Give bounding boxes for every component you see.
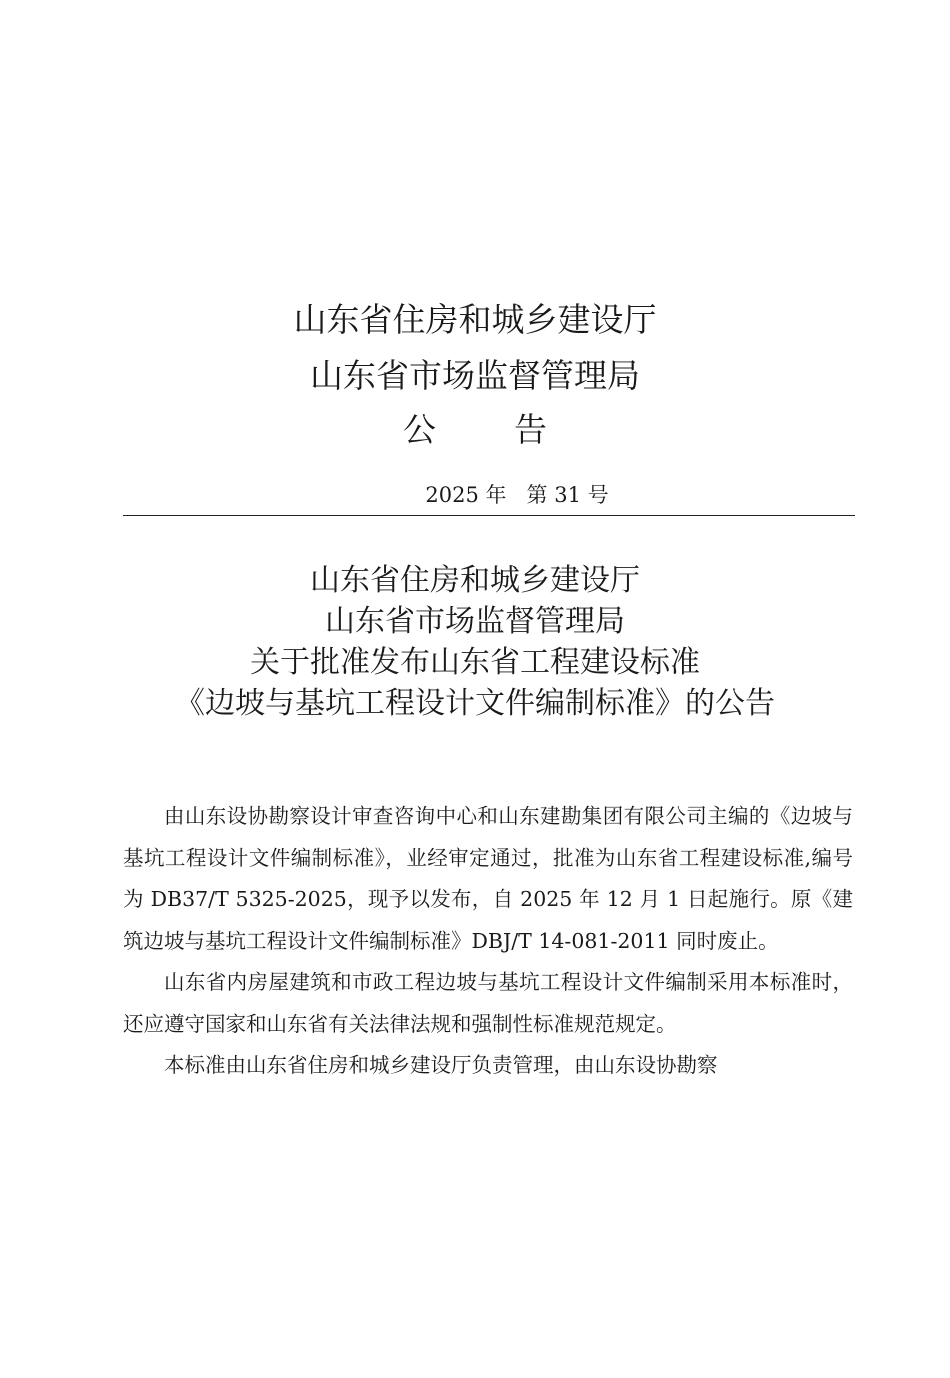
header-divider [123, 515, 855, 516]
issuer-name-market-supervision: 山东省市场监督管理局 [310, 356, 640, 395]
announcement-title [0, 560, 950, 724]
announcement-label [0, 404, 950, 456]
body-paragraph-3: 本标准由山东省住房和城乡建设厅负责管理，由山东设协勘察 [164, 1053, 718, 1077]
announcement-label-char-2: 告 [514, 410, 547, 449]
document-number: 2025 年 第 31 号 [425, 483, 609, 507]
title-line-4: 《边坡与基坑工程设计文件编制标准》的公告 [175, 686, 775, 721]
title-line-3: 关于批准发布山东省工程建设标准 [250, 645, 700, 680]
body-paragraph-2: 山东省内房屋建筑和市政工程边坡与基坑工程设计文件编制采用本标准时，还应遵守国家和山东省有关法律法规和强制性标准规范规定。 [123, 970, 853, 1036]
title-line-2: 山东省市场监督管理局 [325, 604, 625, 639]
announcement-label-char-1: 公 [403, 410, 436, 449]
announcement-body [123, 796, 853, 1087]
body-paragraph-1: 由山东设协勘察设计审查咨询中心和山东建勘集团有限公司主编的《边坡与基坑工程设计文件编制标准》，业经审定通过，批准为山东省工程建设标准,编号为 DB37/T 5325-2025，现予以发布，自 2025 年 12 月 1 日起施行。原《建筑边坡与基坑工程设计文件编制标准》DBJ/T 14-081-2011 同时废止。 [123, 804, 853, 953]
title-line-1: 山东省住房和城乡建设厅 [310, 563, 640, 598]
announcement-header [0, 292, 950, 456]
issuer-name-housing-department: 山东省住房和城乡建设厅 [293, 300, 657, 339]
